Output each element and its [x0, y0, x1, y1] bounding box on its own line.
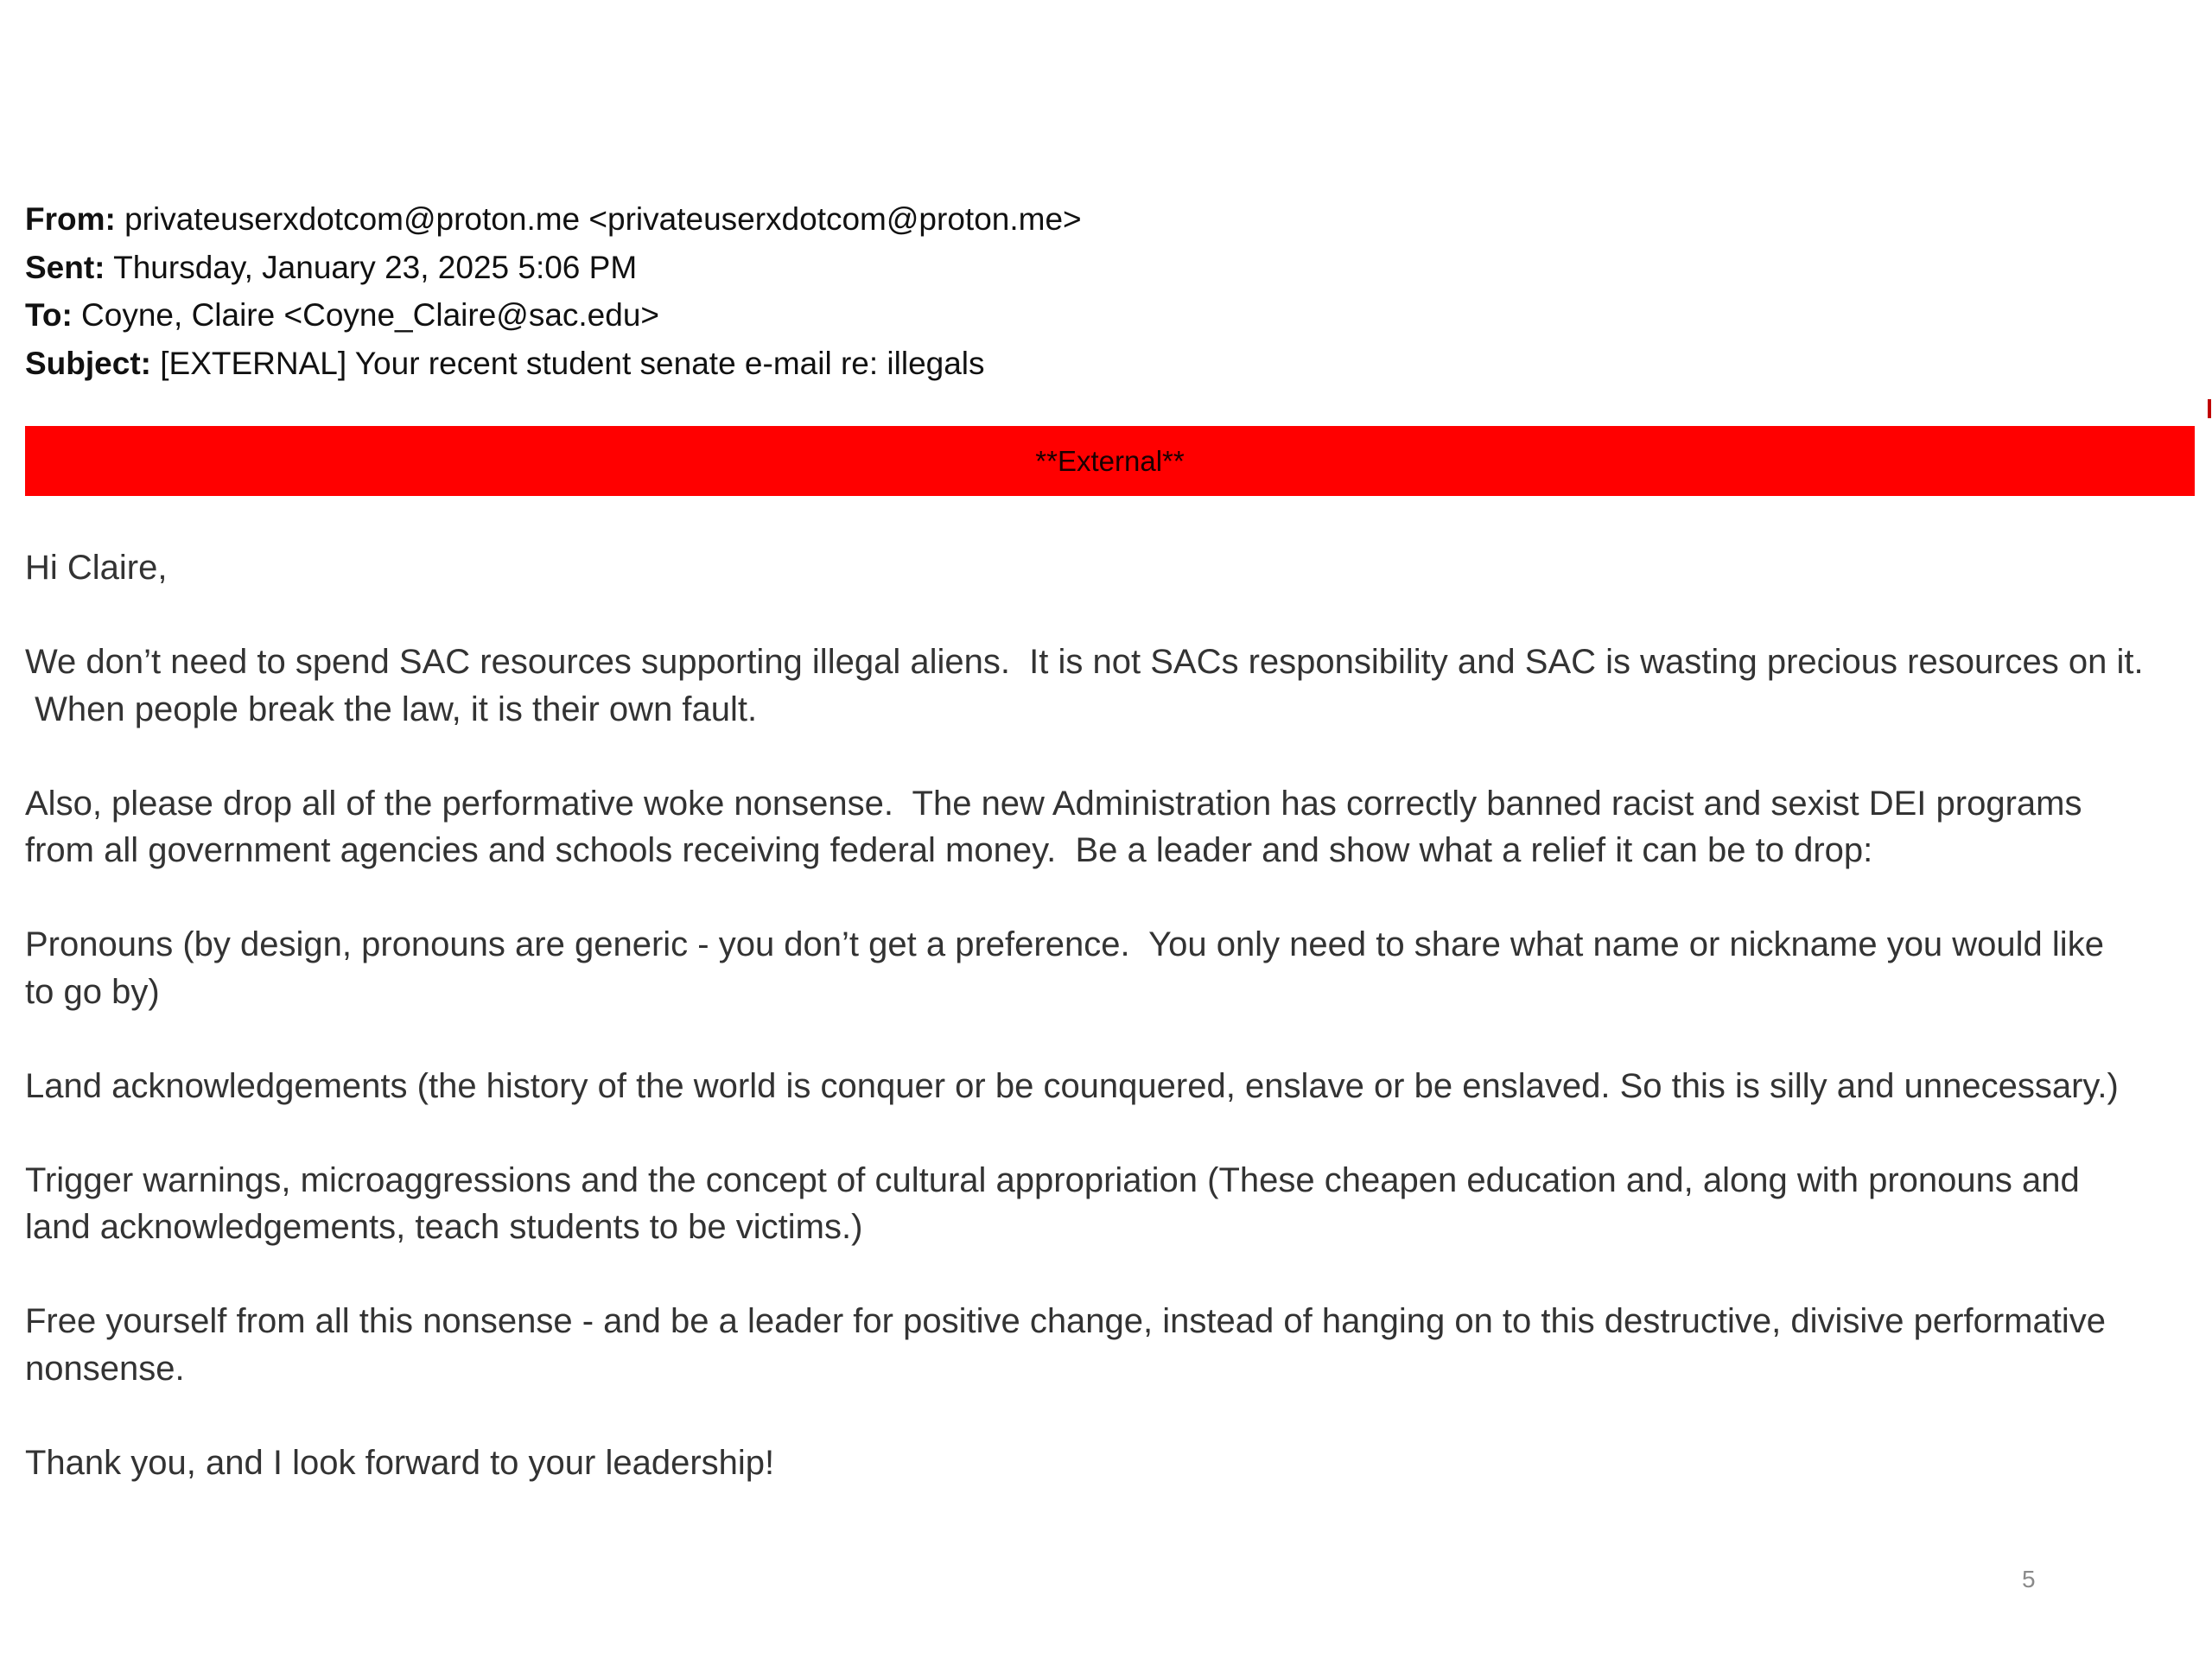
edge-mark	[2208, 399, 2211, 418]
greeting	[25, 544, 2194, 592]
paragraph-trigger-warnings	[25, 1157, 2194, 1251]
from-value: privateuserxdotcom@proton.me <privateuserxdotcom@proton.me>	[115, 201, 1082, 237]
email-body	[25, 544, 2194, 1534]
external-warning-text: **External**	[1035, 444, 1185, 477]
subject-value: [EXTERNAL] Your recent student senate e-mail re: illegals	[150, 345, 985, 381]
paragraph-dei	[25, 780, 2194, 874]
paragraph-land-acknowledgements	[25, 1063, 2194, 1110]
paragraph-line: Trigger warnings, microaggressions and the concept of cultural appropriation (These cheapen education and, along with pronouns and	[25, 1160, 2080, 1199]
paragraph-pronouns	[25, 921, 2194, 1015]
to-row	[25, 291, 2185, 340]
paragraph-line: Pronouns (by design, pronouns are generic - you don’t get a preference. You only need to share what name or nickname you would like	[25, 925, 2104, 963]
paragraph-line: Land acknowledgements (the history of the world is conquer or be counquered, enslave or be enslaved. So this is silly and unnecessary.)	[25, 1066, 2119, 1105]
closing	[25, 1440, 2194, 1487]
sent-row	[25, 244, 2185, 292]
paragraph-line: We don’t need to spend SAC resources supporting illegal aliens. It is not SACs responsibility and SAC is wasting precious resources on it.	[25, 643, 2144, 681]
greeting-text: Hi Claire,	[25, 549, 168, 587]
email-header	[25, 195, 2185, 387]
paragraph-line: to go by)	[25, 972, 160, 1011]
paragraph-line: land acknowledgements, teach students to be victims.)	[25, 1208, 863, 1246]
paragraph-line: When people break the law, it is their own fault.	[25, 690, 758, 728]
paragraph-line: Free yourself from all this nonsense - and be a leader for positive change, instead of hanging on to this destructive, divisive performative	[25, 1302, 2106, 1340]
paragraph-line: nonsense.	[25, 1349, 185, 1388]
page-number: 5	[2022, 1566, 2036, 1592]
paragraph-line: Also, please drop all of the performative woke nonsense. The new Administration has correctly banned racist and sexist DEI programs	[25, 784, 2082, 823]
to-value: Coyne, Claire <Coyne_Claire@sac.edu>	[72, 297, 660, 333]
paragraph-illegal-aliens	[25, 639, 2194, 733]
paragraph-line: from all government agencies and schools receiving federal money. Be a leader and show what a relief it can be to drop:	[25, 831, 1873, 869]
from-row	[25, 195, 2185, 244]
paragraph-free-yourself	[25, 1298, 2194, 1392]
from-label: From:	[25, 201, 116, 237]
sent-value: Thursday, January 23, 2025 5:06 PM	[105, 249, 638, 285]
to-label: To:	[25, 297, 73, 333]
sent-label: Sent:	[25, 249, 105, 285]
subject-row	[25, 340, 2185, 388]
closing-text: Thank you, and I look forward to your leadership!	[25, 1443, 775, 1482]
external-warning-banner	[25, 426, 2195, 496]
subject-label: Subject:	[25, 345, 151, 381]
